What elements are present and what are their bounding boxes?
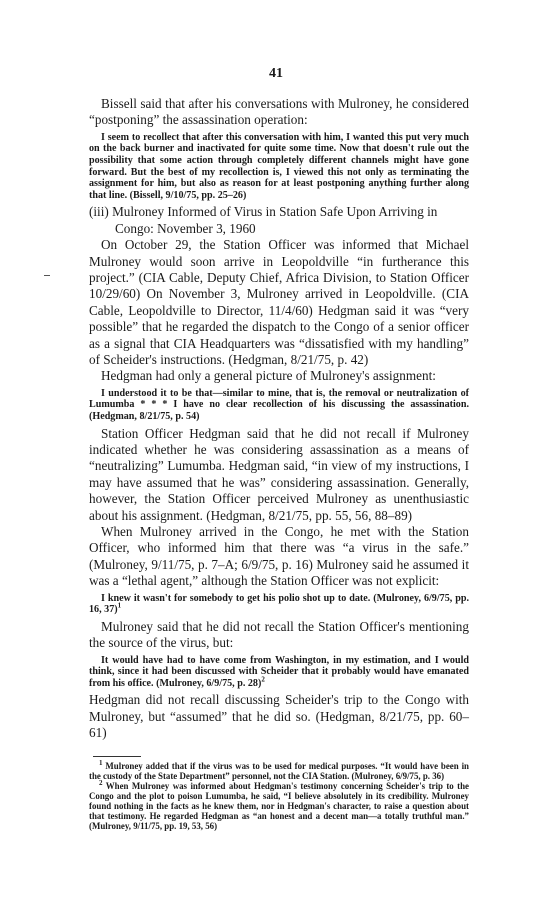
- paragraph: Bissell said that after his conversations with Mulroney, he considered “postponing” the assassination operation:: [89, 96, 469, 128]
- paragraph: On October 29, the Station Officer was informed that Michael Mulroney would soon arrive in Leopoldville “in furtherance this project.” (CIA Cable, Deputy Chief, Africa Division, to Station Officer 10/29/60) On November 3, Mulroney arrived in Leopoldville. (CIA Cable, Leopoldville to Director, 11/4/60) Hedgman said it was “very possible” that he regarded the dispatch to the Congo of a senior officer as a signal that CIA Headquarters was “dissatisfied with my handling” of Scheider's instructions. (Hedgman, 8/21/75, p. 42): [89, 237, 469, 368]
- footnote-mark: 1: [99, 758, 103, 767]
- paragraph: Station Officer Hedgman said that he did not recall if Mulroney indicated whether he was considering assassination as a means of “neutralizing” Lumumba. Hedgman said, “in view of my instructions, I may have assumed that he was” considering assassination. Generally, however, the Station Officer perceived Mulroney as unenthusiastic about his assignment. (Hedgman, 8/21/75, pp. 55, 56, 88–89): [89, 425, 469, 523]
- footnote-text: Mulroney added that if the virus was to be used for medical purposes. “It would have been in the custody of the State Department” personnel, not the CIA Station. (Mulroney, 6/9/75, p. 36): [89, 760, 469, 781]
- footnote-ref[interactable]: 1: [117, 601, 122, 610]
- text-column: [89, 96, 469, 831]
- block-quote: [89, 593, 469, 616]
- quote-text: I knew it wasn't for somebody to get his polio shot up to date. (Mulroney, 6/9/75, pp. 16, 37): [89, 592, 469, 616]
- paragraph: Hedgman did not recall discussing Scheider's trip to the Congo with Mulroney, but “assumed” that he did so. (Hedgman, 8/21/75, pp. 60–61): [89, 692, 469, 741]
- footnote-divider: [93, 756, 141, 757]
- section-heading: (iii) Mulroney Informed of Virus in Station Safe Upon Arriving in Congo: November 3, 1960: [89, 204, 438, 236]
- paragraph: Hedgman had only a general picture of Mulroney's assignment:: [101, 368, 436, 384]
- block-quote: I seem to recollect that after this conversation with him, I wanted this put very much on the back burner and inactivated for quite some time. Now that doesn't rule out the possibility that some action through completely different channels might have gone forward. But the best of my recollection is, I viewed this not only as terminating the assignment for him, but also as reason for at least postponing anything further along that line. (Bissell, 9/10/75, pp. 25–26): [89, 131, 469, 201]
- quote-text: It would have had to have come from Washington, in my estimation, and I would think, since it had been discussed with Scheider that it probably would have emanated from his office. (Mulroney, 6/9/75, p. 28): [89, 654, 469, 689]
- footnote-mark: 2: [99, 778, 103, 787]
- footnote: [89, 778, 469, 832]
- footnote: [89, 758, 469, 781]
- block-quote: I understood it to be that—similar to mine, that is, the removal or neutralization of Lumumba * * * I have no clear recollection of his discussing the assassination. (Hedgman, 8/21/75, p. 54): [89, 387, 469, 423]
- footnote-text: When Mulroney was informed about Hedgman's testimony concerning Scheider's trip to the Congo and the plot to poison Lumumba, he said, “I believe absolutely in its credibility. Mulroney found nothing in the facts as he knew them, nor in Hedgman's character, to raise a question about that testimony. He regarded Hedgman as “an honest and a decent man—a totally truthful man.” (Mulroney, 9/11/75, pp. 19, 53, 56): [89, 780, 469, 832]
- block-quote: [89, 655, 469, 690]
- margin-mark: [44, 275, 50, 276]
- footnote-ref[interactable]: 2: [261, 675, 265, 684]
- paragraph: Mulroney said that he did not recall the Station Officer's mentioning the source of the virus, but:: [89, 618, 469, 651]
- page-number: 41: [269, 66, 283, 81]
- paragraph: When Mulroney arrived in the Congo, he met with the Station Officer, who informed him that there was “a virus in the safe.” (Mulroney, 9/11/75, p. 7–A; 6/9/75, p. 16) Mulroney said he assumed it was a “lethal agent,” although the Station Officer was not explicit:: [89, 524, 469, 589]
